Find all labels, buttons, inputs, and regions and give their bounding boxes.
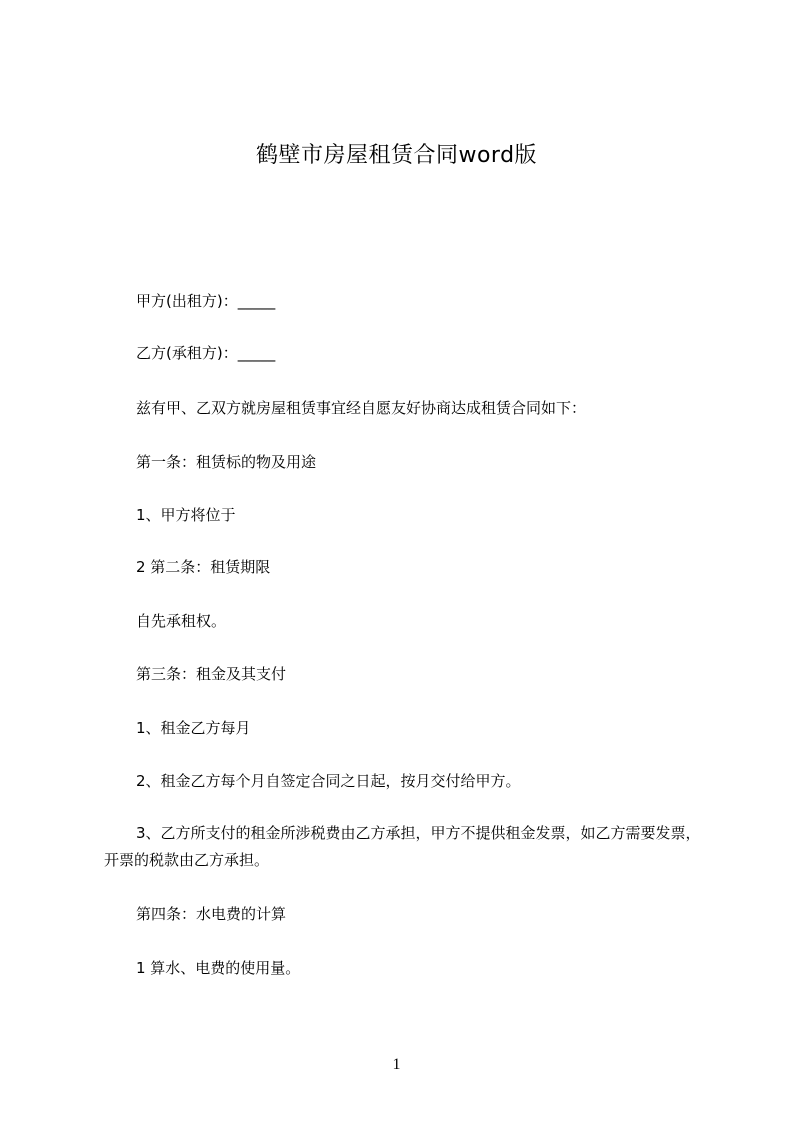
article-1-heading: 第一条：租赁标的物及用途 xyxy=(136,453,317,471)
article-3-item-3: 3、乙方所支付的租金所涉税费由乙方承担，甲方不提供租金发票，如乙方需要发票，开票的税款由乙方承担。 xyxy=(104,824,701,869)
page-number: 1 xyxy=(392,1056,401,1073)
party-a-line: 甲方(出租方)：_____ xyxy=(136,292,276,310)
article-1-item-1: 1、甲方将位于 xyxy=(136,506,236,524)
preamble-paragraph: 兹有甲、乙双方就房屋租赁事宜经自愿友好协商达成租赁合同如下： xyxy=(136,399,587,417)
document-title: 鹤壁市房屋租赁合同word版 xyxy=(255,143,538,168)
article-3-heading: 第三条：租金及其支付 xyxy=(136,665,287,683)
article-2-heading: 2 第二条：租赁期限 xyxy=(136,558,271,576)
article-4-item-1: 1 算水、电费的使用量。 xyxy=(136,959,301,977)
article-3-item-2: 2、租金乙方每个月自签定合同之日起，按月交付给甲方。 xyxy=(136,772,521,790)
party-b-line: 乙方(承租方)：_____ xyxy=(136,344,276,362)
article-3-item-1: 1、租金乙方每月 xyxy=(136,719,251,737)
article-2-text: 自先承租权。 xyxy=(136,612,227,630)
article-4-heading: 第四条：水电费的计算 xyxy=(136,905,287,923)
